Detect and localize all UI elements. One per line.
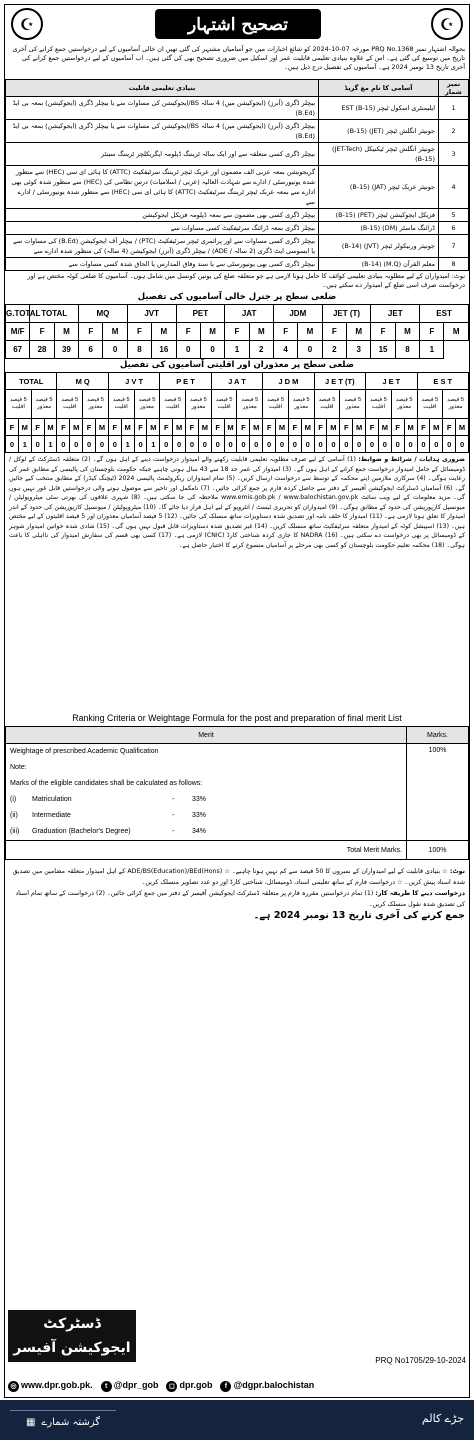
minority-gender-cell: F [160, 419, 173, 436]
minority-value-cell: 0 [134, 436, 147, 453]
minority-gender-cell: M [327, 419, 340, 436]
minority-col-header: J A T [211, 373, 262, 390]
merit-component-row [6, 792, 406, 808]
minority-col-header: J V T [108, 373, 159, 390]
district-gender-cell: F [322, 323, 346, 341]
twitter-icon: t [101, 1381, 112, 1392]
minority-value-cell: 0 [57, 436, 70, 453]
minority-gender-cell: M [250, 419, 263, 436]
minority-value-cell: 0 [443, 436, 456, 453]
posts-table [5, 79, 469, 271]
total-label: Total Merit Marks. [6, 841, 407, 860]
district-gender-cell: F [127, 323, 151, 341]
minority-value-cell: 0 [160, 436, 173, 453]
district-gender-cell: F [420, 323, 444, 341]
district-value-cell: 2 [249, 341, 273, 359]
apply-heading: درخواست دینے کا طریقہ کار: [375, 890, 465, 897]
district-col-header: JAT [225, 305, 274, 323]
minority-sub-header: 5 فیصد معذور [134, 390, 160, 419]
post-name: ایلیمنٹری اسکول ٹیچر EST (B-15) [319, 97, 439, 120]
weightage-row [6, 744, 406, 760]
district-value-cell: 8 [395, 341, 419, 359]
minority-col-header: M Q [57, 373, 108, 390]
district-value-cell: 4 [273, 341, 297, 359]
minority-gender-cell: M [301, 419, 314, 436]
district-value-cell: 6 [79, 341, 103, 359]
minority-value-cell: 0 [108, 436, 121, 453]
minority-sub-header: 5 فیصد معذور [443, 390, 469, 419]
district-gender-cell: M [54, 323, 78, 341]
footnote-text: ☆ بنیادی قابلیت کے لیے امیدواران کے نمبروں کا 50 فیصد سے کم نہیں ہونا چاہیے۔ ☆ ADE/BS(Education)/BEd(Hons) کے اہل امیدوار متعلقہ مضامین میں تصدیق شدہ اسناد پیش کریں۔ ☆ درخواست فارم کے ساتھ تعلیمی اسناد، ڈومیسائل، شناختی کارڈ اور دو عدد تصاویر منسلک کریں۔ [12, 868, 465, 886]
district-gender-cell: F [30, 323, 54, 341]
deadline-text: جمع کرنے کی آخری تاریخ 13 نومبر 2024 ہے۔ [253, 910, 465, 921]
merit-component-percent: 33% [192, 796, 207, 803]
post-name: معلم القرآن (M.Q) (B-14) [319, 258, 439, 271]
minority-value-cell: 0 [237, 436, 250, 453]
post-number: 7 [439, 235, 469, 258]
minority-value-cell: 0 [31, 436, 44, 453]
web-link[interactable]: ◎ www.dpr.gob.pk. [8, 1380, 93, 1392]
district-gender-cell: M [395, 323, 419, 341]
merit-component-percent: 33% [192, 812, 207, 819]
minority-value-cell: 0 [70, 436, 83, 453]
calc-row [6, 776, 406, 792]
district-gender-cell: F [371, 323, 395, 341]
minority-gender-cell: M [121, 419, 134, 436]
minority-value-cell: 1 [18, 436, 31, 453]
merit-component-label: Graduation (Bachelor's Degree) [32, 828, 131, 835]
minority-gender-cell: F [443, 419, 456, 436]
minority-value-cell: 0 [340, 436, 353, 453]
posts-header-qual: بنیادی تعلیمی قابلیت [6, 80, 319, 97]
minority-gender-cell: F [417, 419, 430, 436]
district-gender-cell: M [444, 323, 469, 341]
merit-component-label: Matriculation [32, 796, 72, 803]
district-value-cell: 0 [103, 341, 127, 359]
apply-text: (1) تمام درخواستیں مقررہ فارم پر متعلقہ ڈسٹرکٹ ایجوکیشن آفیسر کے دفتر میں جمع کرائی جائیں۔ (2) درخواست کے ساتھ تمام اسناد کی تصدیق شدہ نقول منسلک کریں۔ [15, 890, 465, 908]
social-links [4, 1378, 470, 1394]
weightage-label: Weightage of prescribed Academic Qualification [10, 748, 159, 755]
district-gender-cell: M [200, 323, 224, 341]
district-value-cell: 67 [6, 341, 30, 359]
minority-value-cell: 0 [224, 436, 237, 453]
merit-rows [6, 792, 406, 840]
minority-value-cell: 1 [44, 436, 57, 453]
minority-gender-cell: F [83, 419, 96, 436]
minority-sub-header: 5 فیصد اقلیت [263, 390, 289, 419]
merit-component-number: (iii) [10, 828, 20, 835]
merit-component-label: Intermediate [32, 812, 71, 819]
intro-paragraph: بحوالہ اشتہار نمبر PRQ No.1368 مورخہ 07-10-2024 کو شائع اخبارات میں جو آسامیاں مشتہر کی گئی تھیں ان خالی آسامیوں کے لیے درخواستیں جمع کرانے کی آخری تاریخ میں توسیع کی گئی ہے۔ اس کے علاوہ بنیادی تعلیمی قابلیت عمر اور اسکیل میں ضروری تصحیح بھی کی گئی ہیں۔ اب آسامیوں کے لیے درخواستیں جمع کرانے کی آخری تاریخ 13 نومبر 2024 ہے۔ آسامیوں کی تفصیل درج ذیل ہیں۔ [12, 45, 465, 71]
district-value-cell: 39 [54, 341, 78, 359]
district-vacancy-table [5, 304, 469, 359]
previous-issues-button[interactable] [10, 1410, 116, 1433]
district-value-cell: 0 [176, 341, 200, 359]
minority-sub-header: 5 فیصد اقلیت [314, 390, 340, 419]
bottom-bar [0, 1400, 474, 1440]
instructions-text: (1) آسامی کے لیے صرف مطلوبہ تعلیمی قابلیت رکھنے والے امیدوار درخواست دینے کے اہل ہوں گے۔ (2) متعلقہ ڈسٹرکٹ کے لوکل / ڈومیسائل کے حامل امیدوار درخواست جمع کرانے کے اہل ہوں گے۔ (3) امیدوار کی عمر حد 18 سے 43 سال ہونی چاہیے جبکہ حکومت بلوچستان کی پالیسی کے مطابق عمر کی رعایت ہوگی۔ (4) سرکاری ملازمین اپنے محکمہ کے توسط سے درخواست ارسال کریں۔ (5) تمام امیدواران ریکروٹمنٹ پالیسی 2024 (ٹیچنگ کیڈر) کے مطابق منتخب کیے جائیں گے۔ (6) آسامیاں ڈسٹرکٹ ایجوکیشن آفیسر کے دفتر سے حاصل کردہ فارم پر جمع کرائی جائیں۔ (7) نامکمل اور تاخیر سے موصول ہونے والی درخواستیں قابل غور نہیں ہوں گی۔ مزید معلومات کے لیے ویب سائٹ www.emis.gob.pk / www.balochistan.gov.pk ملاحظہ کی جا سکتی ہیں۔ (8) شہری علاقوں کی بھرتی سٹی میٹروپولیٹن / میونسپل کارپوریشن کی حدود کے مطابق ہوگی۔ (9) امیدواران کو تحریری ٹیسٹ / انٹرویو کے لیے اہل قرار دیا جائے گا۔ (10) میٹروپولیٹن / میونسپل کارپوریشن کی حدود کے اندر امیدوار کا تعلق ہونا لازمی ہے۔ (11) امیدوار کا حلف نامہ اور تصدیق شدہ دستاویزات ساتھ منسلک کی جائیں۔ (12) 5 فیصد آسامیاں معذوران اور 5 فیصد اقلیتوں کے لیے مختص ہیں۔ (13) اسپیشل کوٹہ کے امیدوار متعلقہ سرٹیفکیٹ ساتھ منسلک کریں۔ (14) غیر تصدیق شدہ دستاویزات قابل قبول نہیں ہوں گی۔ (15) شادی شدہ خواتین امیدوار شوہر کے ڈومیسائل پر بھی درخواست دے سکتی ہیں۔ (16) NADRA کا جاری کردہ شناختی کارڈ (CNIC) لازمی ہے۔ (17) کسی بھی قسم کی سفارش امیدوار کی نااہلی کا باعث ہوگی۔ (18) محکمہ تعلیم حکومت بلوچستان کو کسی بھی مرحلے پر آسامیاں منسوخ کرنے کا اختیار حاصل ہے۔ [9, 456, 466, 549]
note-row [6, 760, 406, 776]
columns-link[interactable]: جڑے کالم [421, 1412, 464, 1425]
post-qualification: بیچلر ڈگری کسی متعلقہ سے اور ایک سالہ ٹریننگ ڈپلومہ ایگریکلچر ٹریننگ سینٹر [6, 143, 319, 166]
minority-vacancy-table [5, 372, 469, 453]
minority-sub-header: 5 فیصد اقلیت [211, 390, 237, 419]
district-gender-cell: F [225, 323, 249, 341]
minority-gender-cell: F [6, 419, 19, 436]
dash-separator: - [172, 796, 175, 803]
calendar-icon: ▦ [25, 1416, 36, 1428]
district-col-header: EST [420, 305, 469, 323]
minority-sub-header: 5 فیصد اقلیت [417, 390, 443, 419]
minority-gender-cell: F [391, 419, 404, 436]
minority-value-cell: 0 [327, 436, 340, 453]
merit-body [6, 744, 407, 841]
district-gender-cell: F [176, 323, 200, 341]
district-table-title: ضلعی سطح پر جنرل خالی آسامیوں کی تفصیل [137, 292, 337, 302]
minority-gender-cell: M [198, 419, 211, 436]
merit-table [5, 726, 469, 860]
minority-col-header: J D M [263, 373, 314, 390]
pr-number: PRQ No1705/29-10-2024 [375, 1356, 466, 1365]
ad-title: تصحیح اشتہار [155, 9, 321, 39]
twitter-link[interactable]: t @dpr_gob [101, 1380, 159, 1392]
instagram-link[interactable]: ◻ dpr.gob [166, 1380, 212, 1392]
minority-col-header: TOTAL [6, 373, 57, 390]
marks-header: Marks. [407, 727, 469, 744]
minority-sub-header: 5 فیصد معذور [340, 390, 366, 419]
post-number: 6 [439, 222, 469, 235]
post-row [6, 143, 469, 166]
minority-gender-cell: M [96, 419, 109, 436]
district-gender-cell: M [347, 323, 371, 341]
minority-value-cell: 0 [276, 436, 289, 453]
district-value-cell: 8 [127, 341, 151, 359]
post-qualification: گریجویشن بمعہ عربی الف مضمون اور عربک ٹیچر ٹریننگ سرٹیفکیٹ (ATTC) کا ہائی ای سی (HEC) سے منظور شدہ یونیورسٹی / ادارے سے شہادت العالیہ (عربی / اسلامیات) درس نظامی کی (HEC) سے منظور شدہ کوئی بھی ادارے سے بمعہ عربک ٹیچر ٹریننگ سرٹیفکیٹ (ATTC) کا ہائی ای سی (HEC) سے منظور شدہ یونیورسٹی / ادارے سے [6, 166, 319, 209]
minority-table-title: ضلعی سطح پر معذوران اور اقلیتی آسامیوں کی تفصیل [120, 360, 354, 370]
minority-gender-cell: M [224, 419, 237, 436]
minority-value-cell: 0 [250, 436, 263, 453]
dash-separator: - [172, 812, 175, 819]
post-row [6, 258, 469, 271]
minority-value-cell: 0 [83, 436, 96, 453]
minority-sub-header: 5 فیصد معذور [83, 390, 109, 419]
post-name: جونیئر انگلش ٹیچر (JET) (B-15) [319, 120, 439, 143]
district-gender-cell: F [79, 323, 103, 341]
post-number: 3 [439, 143, 469, 166]
minority-value-cell: 0 [198, 436, 211, 453]
facebook-icon: f [220, 1381, 231, 1392]
post-row [6, 120, 469, 143]
minority-value-cell: 1 [121, 436, 134, 453]
minority-gender-cell: M [173, 419, 186, 436]
post-row [6, 222, 469, 235]
advertisement [4, 4, 470, 1398]
ad-header [5, 5, 469, 45]
district-gender-cell: M [298, 323, 322, 341]
post-name: جونیئر انگلش ٹیچر ٹیکنیکل (JET-Tech) (B-15) [319, 143, 439, 166]
minority-col-header: P E T [160, 373, 211, 390]
minority-value-cell: 1 [147, 436, 160, 453]
post-name: ڈرائنگ ماسٹر (DM) (B-15) [319, 222, 439, 235]
minority-gender-cell: F [57, 419, 70, 436]
minority-value-cell: 0 [456, 436, 469, 453]
minority-gender-cell: F [211, 419, 224, 436]
minority-value-cell: 0 [263, 436, 276, 453]
government-seal-icon: ☪ [11, 8, 43, 40]
minority-value-cell: 0 [430, 436, 443, 453]
post-number: 2 [439, 120, 469, 143]
district-value-cell: 28 [30, 341, 54, 359]
minority-value-cell: 0 [96, 436, 109, 453]
government-seal-icon: ☪ [431, 8, 463, 40]
minority-gender-cell: F [366, 419, 379, 436]
post-number: 5 [439, 209, 469, 222]
instructions-section [5, 453, 469, 710]
district-value-cell: 3 [347, 341, 371, 359]
post-name: جونیئر ورنیکولر ٹیچر (JVT) (B-14) [319, 235, 439, 258]
district-col-header: PET [176, 305, 225, 323]
minority-value-cell: 0 [6, 436, 19, 453]
minority-sub-header: 5 فیصد اقلیت [366, 390, 392, 419]
minority-gender-cell: F [263, 419, 276, 436]
ranking-heading: Ranking Criteria or Weightage Formula for the post and preparation of final merit List [72, 713, 402, 723]
minority-value-cell: 0 [314, 436, 327, 453]
district-col-header: G.TOTAL [6, 305, 30, 323]
minority-gender-cell: M [430, 419, 443, 436]
minority-sub-header: 5 فیصد معذور [391, 390, 417, 419]
minority-gender-cell: M [18, 419, 31, 436]
district-gender-cell: M [152, 323, 176, 341]
posts-body [6, 97, 469, 271]
minority-value-cell: 0 [173, 436, 186, 453]
minority-gender-cell: M [44, 419, 57, 436]
district-value-cell: 1 [225, 341, 249, 359]
minority-sub-header: 5 فیصد معذور [288, 390, 314, 419]
post-qualification: بیچلر ڈگری کسی بھی یونیورسٹی سے یا سند وفاق المدارس یا الحاق شدہ کسی مساوات سے [6, 258, 319, 271]
minority-sub-header: 5 فیصد معذور [237, 390, 263, 419]
minority-gender-cell: F [186, 419, 199, 436]
dash-separator: - [172, 828, 175, 835]
weightage-marks: 100% [407, 744, 469, 841]
minority-gender-cell: M [456, 419, 469, 436]
merit-component-number: (i) [10, 796, 17, 803]
district-value-cell: 1 [420, 341, 444, 359]
minority-gender-cell: F [288, 419, 301, 436]
district-gender-cell: M [249, 323, 273, 341]
post-number: 4 [439, 166, 469, 209]
minority-value-cell: 0 [366, 436, 379, 453]
minority-sub-header: 5 فیصد اقلیت [57, 390, 83, 419]
post-qualification: بیچلر ڈگری کسی مساوات سے اور پرائمری ٹیچر سرٹیفکیٹ (PTC) / بیچلر آف ایجوکیشن (B.Ed) کی مساوات سے یا ایسوسی ایٹ ڈگری (2 سالہ / ADE) / بیچلر ڈگری (آنرز) ایجوکیشن (4 سالہ) کی منظور شدہ ادارے سے [6, 235, 319, 258]
minority-gender-cell: F [237, 419, 250, 436]
globe-icon: ◎ [8, 1381, 19, 1392]
minority-gender-cell: M [353, 419, 366, 436]
district-col-header: JET [371, 305, 420, 323]
district-value-cell: 15 [371, 341, 395, 359]
district-col-header: MQ [79, 305, 128, 323]
minority-gender-cell: F [134, 419, 147, 436]
minority-value-cell: 0 [288, 436, 301, 453]
post-qualification: بیچلر ڈگری (آنرز) (ایجوکیشن میں) 4 سالہ BS/ایجوکیشن کی مساوات سے یا بیچلر ڈگری (ایجوکیشن) بمعہ بی ایڈ (B.Ed) [6, 120, 319, 143]
minority-value-cell: 0 [186, 436, 199, 453]
district-gender-cell: M/F [6, 323, 30, 341]
post-row [6, 235, 469, 258]
post-number: 1 [439, 97, 469, 120]
post-qualification: بیچلر ڈگری (آنرز) (ایجوکیشن میں) 4 سالہ BS/ایجوکیشن کی مساوات سے یا بیچلر ڈگری (ایجوکیشن) بمعہ بی ایڈ (B.Ed) [6, 97, 319, 120]
footnote-title: نوٹ: [449, 868, 465, 875]
footnote-section [5, 860, 469, 974]
minority-gender-cell: M [147, 419, 160, 436]
minority-sub-header: 5 فیصد معذور [31, 390, 57, 419]
minority-value-cell: 0 [417, 436, 430, 453]
merit-component-row [6, 824, 406, 840]
minority-value-cell: 0 [404, 436, 417, 453]
facebook-link[interactable]: f @dgpr.balochistan [220, 1380, 314, 1392]
total-value: 100% [407, 841, 469, 860]
minority-value-cell: 0 [301, 436, 314, 453]
minority-col-header: J E T (T) [314, 373, 365, 390]
minority-gender-cell: F [314, 419, 327, 436]
district-gender-cell: F [273, 323, 297, 341]
posts-note: نوٹ: امیدواران کے لیے مطلوبہ بنیادی تعلیمی کوائف کا حامل ہونا لازمی ہے جو متعلقہ ضلع کی یونین کونسل میں شامل ہوں۔ آسامیوں کا ضلعی کوٹہ مختص ہے اور درخواست صرف اسی ضلع کے امیدوار دے سکتے ہیں۔ [27, 272, 465, 289]
merit-note-label: Note: [10, 764, 27, 771]
post-name: فزیکل ایجوکیشن ٹیچر (PET) (B-15) [319, 209, 439, 222]
minority-gender-cell: F [31, 419, 44, 436]
instagram-icon: ◻ [166, 1381, 177, 1392]
minority-col-header: E S T [417, 373, 469, 390]
post-row [6, 209, 469, 222]
minority-gender-cell: F [340, 419, 353, 436]
post-name: جونیئر عربک ٹیچر (JAT) (B-15) [319, 166, 439, 209]
merit-component-number: (ii) [10, 812, 18, 819]
minority-gender-cell: M [404, 419, 417, 436]
previous-issues-label: گزشتہ شمارے [41, 1416, 101, 1428]
district-col-header: JET (T) [322, 305, 371, 323]
merit-header: Merit [6, 727, 407, 744]
minority-col-header: J E T [366, 373, 417, 390]
district-value-cell: 2 [322, 341, 346, 359]
post-number: 8 [439, 258, 469, 271]
merit-component-row [6, 808, 406, 824]
minority-sub-header: 5 فیصد معذور [186, 390, 212, 419]
post-row [6, 97, 469, 120]
minority-gender-cell: M [70, 419, 83, 436]
district-value-cell: 16 [152, 341, 176, 359]
minority-value-cell: 0 [378, 436, 391, 453]
minority-value-cell: 0 [211, 436, 224, 453]
minority-sub-header: 5 فیصد اقلیت [108, 390, 134, 419]
district-value-cell: 0 [200, 341, 224, 359]
district-col-header: JVT [127, 305, 176, 323]
post-qualification: بیچلر ڈگری بمعہ ڈرائنگ سرٹیفکیٹ کسی مساوات سے [6, 222, 319, 235]
minority-sub-header: 5 فیصد اقلیت [160, 390, 186, 419]
minority-gender-cell: M [378, 419, 391, 436]
district-col-header: TOTAL [30, 305, 79, 323]
posts-header-no: نمبر شمار [439, 80, 469, 97]
posts-header-post: آسامی کا نام مع گریڈ [319, 80, 439, 97]
post-qualification: بیچلر ڈگری کسی بھی مضمون سے بمعہ ڈپلومہ فزیکل ایجوکیشن [6, 209, 319, 222]
minority-sub-header: 5 فیصد اقلیت [6, 390, 32, 419]
post-row [6, 166, 469, 209]
district-value-cell: 0 [298, 341, 322, 359]
district-col-header: JDM [273, 305, 322, 323]
minority-value-cell: 0 [391, 436, 404, 453]
merit-component-percent: 34% [192, 828, 207, 835]
minority-gender-cell: F [108, 419, 121, 436]
signatory-block: ڈسٹرکٹ ایجوکیشن آفیسر حب ضلع حب [8, 1310, 136, 1362]
district-gender-cell: M [103, 323, 127, 341]
calc-label: Marks of the eligible candidates shall be calculated as follows: [10, 780, 203, 787]
minority-gender-cell: M [276, 419, 289, 436]
minority-value-cell: 0 [353, 436, 366, 453]
instructions-heading: ضروری ہدایات / شرائط و ضوابط: [358, 456, 465, 463]
